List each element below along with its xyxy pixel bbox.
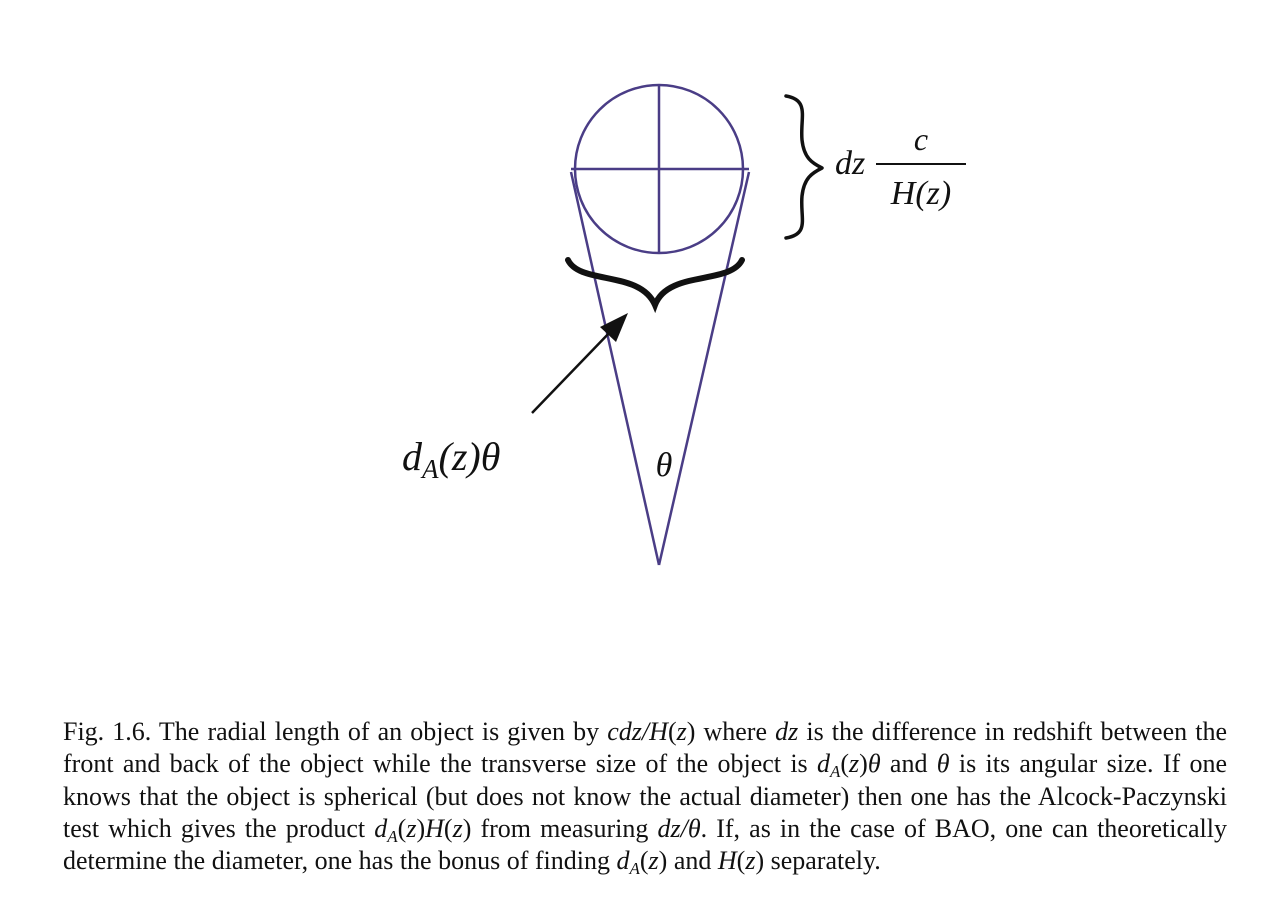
radial-brace — [786, 96, 822, 238]
cone-left-edge — [571, 172, 659, 565]
transverse-d: d — [402, 434, 422, 479]
radial-c-label: c — [913, 121, 929, 157]
transverse-sub: A — [422, 454, 439, 484]
angle-theta-label: θ — [655, 447, 673, 484]
transverse-size-label — [402, 434, 500, 484]
transverse-brace — [568, 260, 742, 305]
cone-right-edge — [659, 172, 749, 565]
transverse-arrow — [532, 330, 612, 413]
figure-caption: Fig. 1.6. The radial length of an object is given by cdz/H(z) where dz is the difference in redshift between the front and back of the object while the transverse size of the object is $d_A(z)\theta$ and θ is its angular size. If one knows that the object is spherical (but does not know the actual diameter) then one has the Alcock-Paczynski test which gives the product $d_A(z)H(z)$ from measuring dz/θ. If, as in the case of BAO, one can theoretically determine the diameter, one has the bonus of finding $d_A(z)$ and H(z) separately. — [63, 717, 1228, 879]
radial-hz-label: H(z) — [890, 175, 952, 212]
transverse-rest: (z)θ — [438, 434, 501, 479]
radial-dz-label: dz — [835, 145, 866, 182]
